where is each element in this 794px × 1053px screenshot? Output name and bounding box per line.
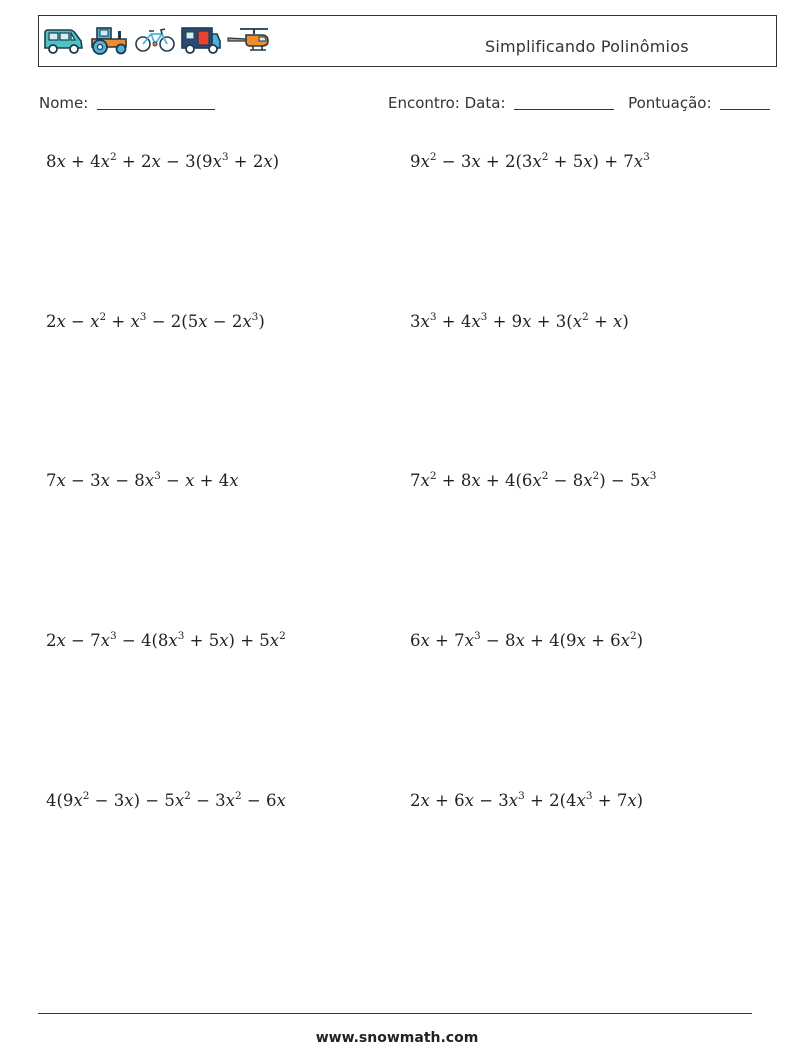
exponent: 3 [518,790,525,802]
bicycle-icon [134,25,176,55]
exponent: 2 [429,151,437,163]
variable: x [100,152,110,171]
term-text: − 2(5 [146,312,199,331]
variable: x [583,152,593,171]
variable: x [613,312,623,331]
exponent: 2 [99,311,107,323]
term-text: 2 [410,791,421,810]
name-field [39,94,215,112]
term-text: ) + 7 [592,152,634,171]
exponent: 2 [429,470,437,482]
term-text: + [106,312,131,331]
term-text: − 8 [548,471,584,490]
exponent: 2 [592,470,600,482]
variable: x [185,471,195,490]
problem-8 [410,631,643,650]
variable: x [144,471,155,490]
variable: x [90,312,100,331]
term-text: + [588,312,614,331]
exponent: 2 [541,151,549,163]
term-text: − 3 [190,791,226,810]
term-text: + 5 [548,152,584,171]
exponent: 3 [221,151,229,163]
term-text: + 3( [531,312,573,331]
header-icons [42,25,270,55]
term-text: − 3(9 [160,152,213,171]
exponent: 2 [184,790,191,802]
exponent: 3 [480,311,488,323]
exponent: 2 [234,790,242,802]
variable: x [212,152,222,171]
variable: x [583,471,593,490]
variable: x [124,791,134,810]
exponent: 3 [177,630,185,642]
exponent: 2 [582,311,589,323]
variable: x [620,631,630,650]
problem-7 [46,631,286,650]
variable: x [100,631,110,650]
exponent: 3 [643,151,650,163]
term-text: − 4(8 [116,631,169,650]
term-text: ) [636,631,644,650]
term-text: − 3 [65,471,101,490]
term-text: − 6 [241,791,277,810]
term-text: 6 [410,631,421,650]
variable: x [130,312,140,331]
term-text: ) [272,152,280,171]
variable: x [515,631,525,650]
term-text: + 6 [429,791,465,810]
problem-3 [46,312,265,331]
variable: x [168,631,178,650]
exponent: 2 [82,790,90,802]
term-text: + 2(3 [480,152,533,171]
helicopter-icon [226,25,270,55]
term-text: + 2 [228,152,264,171]
variable: x [276,791,286,810]
name-label: Nome: [39,94,89,112]
variable: x [56,152,66,171]
problem-4 [410,312,629,331]
term-text: − 7 [65,631,101,650]
footer-url: www.snowmath.com [315,1030,479,1046]
meeting-date-label: Encontro: Data: [388,94,506,112]
term-text: ) + 5 [228,631,270,650]
exponent: 2 [109,151,117,163]
term-text: + 4(9 [524,631,577,650]
worksheet-title: Simplificando Polinômios [485,37,689,56]
variable: x [522,312,532,331]
term-text: − 3 [473,791,509,810]
variable: x [471,152,481,171]
date-score-fields [388,94,770,112]
score-blank[interactable] [720,95,770,110]
term-text: − [65,312,91,331]
problem-10 [410,791,643,810]
variable: x [464,631,474,650]
term-text: + 9 [487,312,523,331]
term-text: − [160,471,186,490]
variable: x [508,791,519,810]
variable: x [73,791,83,810]
camper-truck-icon [180,25,222,55]
term-text: + 2 [116,152,152,171]
variable: x [420,791,430,810]
term-text: ) [622,312,629,331]
exponent: 3 [139,311,147,323]
term-text: ) [636,791,644,810]
footer-divider [38,1013,752,1014]
exponent: 3 [473,630,481,642]
exponent: 2 [629,630,637,642]
variable: x [151,152,161,171]
variable: x [100,471,110,490]
term-text: + 4 [65,152,101,171]
score-label: Pontuação: [628,94,712,112]
term-text: 7 [410,471,421,490]
term-text: 3 [410,312,421,331]
problem-6 [410,471,656,490]
problem-2 [410,152,650,171]
term-text: + 7 [592,791,628,810]
variable: x [576,791,586,810]
variable: x [420,471,430,490]
term-text: + 8 [436,471,472,490]
van-icon [42,25,84,55]
variable: x [198,312,208,331]
exponent: 3 [649,470,657,482]
exponent: 3 [585,790,593,802]
problem-5 [46,471,239,490]
exponent: 3 [251,311,259,323]
term-text: + 4 [436,312,472,331]
variable: x [633,152,644,171]
term-text: 4(9 [46,791,74,810]
variable: x [471,471,481,490]
tractor-icon [88,25,130,55]
term-text: − 8 [109,471,145,490]
variable: x [56,631,66,650]
term-text: ) [258,312,265,331]
term-text: + 2(4 [524,791,577,810]
term-text: − 3 [436,152,472,171]
problem-9 [46,791,286,810]
term-text: + 4 [194,471,230,490]
variable: x [532,471,542,490]
variable: x [219,631,229,650]
term-text: ) − 5 [133,791,175,810]
term-text: + 6 [585,631,621,650]
variable: x [572,312,583,331]
variable: x [56,471,66,490]
variable: x [576,631,586,650]
variable: x [263,152,273,171]
term-text: − 2 [207,312,243,331]
term-text: + 5 [184,631,220,650]
term-text: 8 [46,152,57,171]
exponent: 3 [154,470,161,482]
variable: x [56,312,66,331]
variable: x [420,631,430,650]
term-text: 7 [46,471,57,490]
term-text: 2 [46,631,57,650]
term-text: + 7 [429,631,465,650]
exponent: 2 [279,630,286,642]
variable: x [471,312,481,331]
term-text: 9 [410,152,421,171]
variable: x [532,152,542,171]
term-text: ) − 5 [599,471,641,490]
variable: x [627,791,637,810]
header-box [38,15,777,67]
variable: x [640,471,650,490]
term-text: + 4(6 [480,471,533,490]
exponent: 3 [109,630,117,642]
variable: x [464,791,474,810]
term-text: 2 [46,312,57,331]
date-blank[interactable] [514,95,614,110]
variable: x [229,471,239,490]
term-text: − 3 [89,791,125,810]
variable: x [420,312,430,331]
variable: x [420,152,430,171]
variable: x [269,631,280,650]
exponent: 2 [541,470,549,482]
name-blank[interactable] [97,95,215,110]
problem-1 [46,152,279,171]
variable: x [174,791,185,810]
term-text: − 8 [480,631,516,650]
variable: x [242,312,252,331]
variable: x [225,791,235,810]
exponent: 3 [429,311,437,323]
